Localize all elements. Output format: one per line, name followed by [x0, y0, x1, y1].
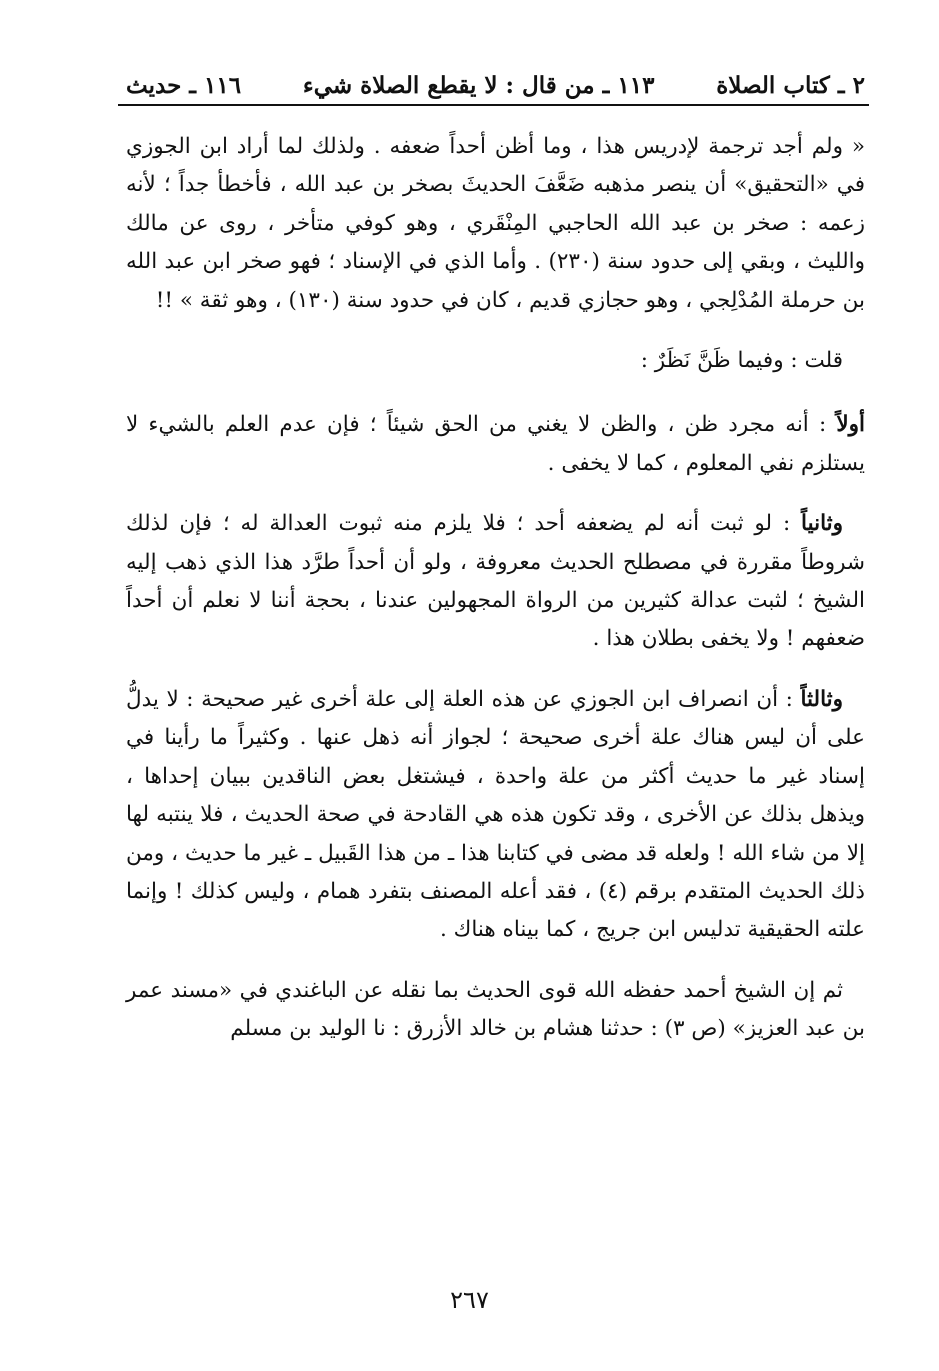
- paragraph-then: [126, 972, 865, 1049]
- paragraph-text: : لو ثبت أنه لم يضعفه أحد ؛ فلا يلزم منه ثبوت العدالة له ؛ فإن لذلك شروطاً مقررة في مصطلح الحديث معروفة ، ولو أن أحداً طرَّد هذا الذي ذهب إليه الشيخ ؛ لثبت عدالة كثيرين من الرواة المجهولين عندنا ، بحجة أننا لا نعلم أن أحداً ضعفهم ! ولا يخفى بطلان هذا .: [126, 511, 865, 652]
- header-hadith-number: ١١٦ ـ حديث: [126, 71, 242, 99]
- body-text: [126, 128, 865, 1071]
- running-header: [126, 66, 865, 104]
- paragraph-third: [126, 681, 865, 950]
- paragraph-quote: [126, 128, 865, 320]
- header-section: ١١٣ ـ من قال : لا يقطع الصلاة شيء: [302, 71, 655, 99]
- header-chapter: ٢ ـ كتاب الصلاة: [716, 71, 865, 99]
- paragraph-lead: وثالثاً: [800, 686, 843, 712]
- paragraph-text: « ولم أجد ترجمة لإدريس هذا ، وما أظن أحداً ضعفه . ولذلك لما أراد ابن الجوزي في «التحقيق» أن ينصر مذهبه ضَعَّفَ الحديثَ بصخر بن عبد الله ، فأخطأ جداً ؛ لأنه زعمه : صخر بن عبد الله الحاجبي المِنْقَري ، وهو كوفي متأخر ، روى عن مالك والليث ، وبقي إلى حدود سنة (٢٣٠) . وأما الذي في الإسناد ؛ فهو صخر ابن عبد الله بن حرملة المُدْلِجي ، وهو حجازي قديم ، كان في حدود سنة (١٣٠) ، وهو ثقة » !!: [126, 134, 865, 313]
- paragraph-text: : أنه مجرد ظن ، والظن لا يغني من الحق شيئاً ؛ فإن عدم العلم بالشيء لا يستلزم نفي المعلوم ، كما لا يخفى .: [126, 412, 865, 476]
- paragraph-text: ثم إن الشيخ أحمد حفظه الله قوى الحديث بما نقله عن الباغندي في «مسند عمر بن عبد العزيز» (ص ٣) : حدثنا هشام بن خالد الأزرق : نا الوليد بن مسلم: [126, 977, 865, 1042]
- paragraph-qultu: [126, 342, 865, 380]
- paragraph-second: [126, 505, 865, 659]
- paragraph-lead: أولاً: [836, 412, 865, 438]
- paragraph-lead: وثانياً: [801, 511, 843, 537]
- page-number: ٢٦٧: [450, 1286, 489, 1314]
- paragraph-text: : أن انصراف ابن الجوزي عن هذه العلة إلى علة أخرى غير صحيحة : لا يدلُّ على أن ليس هناك علة أخرى صحيحة ؛ لجواز أنه ذهل عنها . وكثيراً ما رأينا في إسناد غير ما حديث أكثر من علة واحدة ، فيشتغل بعض الناقدين ببيان إحداها ، ويذهل بذلك عن الأخرى ، وقد تكون هذه هي القادحة في صحة الحديث ، فلا ينتبه لها إلا من شاء الله ! ولعله قد مضى في كتابنا هذا ـ من هذا القَبيل ـ غير ما حديث ، ومن ذلك الحديث المتقدم برقم (٤) ، فقد أعله المصنف بتفرد همام ، وليس كذلك ! وإنما علته الحقيقية تدليس ابن جريج ، كما بيناه هناك .: [126, 686, 865, 943]
- paragraph-text: قلت : وفيما ظَنَّ نَظَرٌ :: [640, 348, 843, 374]
- header-rule: [118, 104, 869, 106]
- paragraph-first: [126, 406, 865, 483]
